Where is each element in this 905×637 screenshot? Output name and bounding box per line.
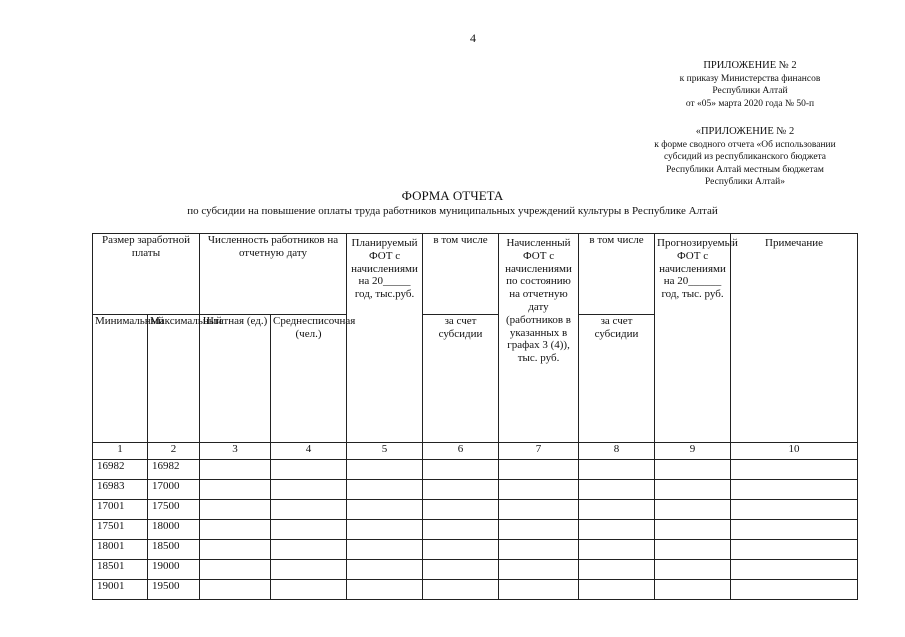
annex-order-line: Республики Алтай [712, 86, 788, 96]
empty-cell [499, 580, 579, 600]
empty-cell [731, 580, 858, 600]
table-row [93, 500, 858, 520]
header-including-1: в том числе [423, 234, 499, 315]
empty-cell [200, 560, 271, 580]
header-subsidy-2: за счет субсидии [579, 315, 655, 443]
column-number: 10 [731, 443, 858, 460]
column-number: 5 [347, 443, 423, 460]
empty-cell [655, 480, 731, 500]
empty-cell [423, 540, 499, 560]
header-planned-fot: Планируемый ФОТ с начислениями на 20_____ год, тыс.руб. [347, 234, 423, 443]
header-max: Максимальный [148, 315, 200, 443]
empty-cell [271, 580, 347, 600]
column-number: 7 [499, 443, 579, 460]
annex-form-line: Республики Алтай местным бюджетам [666, 164, 824, 175]
empty-cell [271, 500, 347, 520]
empty-cell [655, 540, 731, 560]
empty-cell [423, 580, 499, 600]
column-number: 9 [655, 443, 731, 460]
empty-cell [499, 500, 579, 520]
table-row [93, 560, 858, 580]
empty-cell [347, 500, 423, 520]
header-staff: Штатная (ед.) [200, 315, 271, 443]
max-salary-cell: 17000 [148, 480, 200, 500]
empty-cell [200, 540, 271, 560]
column-number: 3 [200, 443, 271, 460]
min-salary-cell: 18001 [93, 540, 148, 560]
column-number: 4 [271, 443, 347, 460]
empty-cell [579, 540, 655, 560]
empty-cell [731, 480, 858, 500]
report-table [92, 233, 858, 600]
table-row [93, 480, 858, 500]
header-subsidy-1: за счет субсидии [423, 315, 499, 443]
min-salary-cell: 16983 [93, 480, 148, 500]
empty-cell [499, 540, 579, 560]
empty-cell [579, 500, 655, 520]
empty-cell [655, 560, 731, 580]
empty-cell [271, 520, 347, 540]
empty-cell [347, 460, 423, 480]
empty-cell [731, 540, 858, 560]
empty-cell [499, 480, 579, 500]
empty-cell [579, 560, 655, 580]
min-salary-cell: 16982 [93, 460, 148, 480]
empty-cell [200, 480, 271, 500]
min-salary-cell: 17001 [93, 500, 148, 520]
header-including-2: в том числе [579, 234, 655, 315]
header-accrued-fot: Начисленный ФОТ с начислениями по состоянию на отчетную дату (работников в указанных в графах 3 (4)), тыс. руб. [499, 234, 579, 443]
empty-cell [499, 460, 579, 480]
empty-cell [200, 520, 271, 540]
empty-cell [347, 540, 423, 560]
column-number: 8 [579, 443, 655, 460]
form-title: ФОРМА ОТЧЕТА [401, 188, 504, 203]
max-salary-cell: 19000 [148, 560, 200, 580]
annex-order-date: от «05» марта 2020 года № 50-п [685, 98, 815, 109]
empty-cell [655, 520, 731, 540]
empty-cell [579, 480, 655, 500]
empty-cell [731, 520, 858, 540]
column-number: 1 [93, 443, 148, 460]
empty-cell [499, 520, 579, 540]
page-number: 4 [470, 31, 476, 45]
empty-cell [655, 580, 731, 600]
empty-cell [423, 500, 499, 520]
empty-cell [271, 480, 347, 500]
empty-cell [423, 560, 499, 580]
empty-cell [271, 560, 347, 580]
empty-cell [347, 520, 423, 540]
header-headcount: Численность работников на отчетную дату [200, 234, 347, 315]
max-salary-cell: 16982 [148, 460, 200, 480]
min-salary-cell: 17501 [93, 520, 148, 540]
column-number: 2 [148, 443, 200, 460]
empty-cell [200, 460, 271, 480]
annex-form-block [640, 126, 850, 189]
empty-cell [347, 580, 423, 600]
min-salary-cell: 19001 [93, 580, 148, 600]
empty-cell [423, 520, 499, 540]
empty-cell [200, 500, 271, 520]
empty-cell [579, 580, 655, 600]
empty-cell [423, 460, 499, 480]
empty-cell [731, 460, 858, 480]
max-salary-cell: 17500 [148, 500, 200, 520]
empty-cell [731, 560, 858, 580]
header-salary-size: Размер заработной платы [93, 234, 200, 315]
empty-cell [655, 460, 731, 480]
table-row [93, 540, 858, 560]
empty-cell [731, 500, 858, 520]
empty-cell [655, 500, 731, 520]
empty-cell [200, 580, 271, 600]
table-row [93, 580, 858, 600]
annex-form-title: «ПРИЛОЖЕНИЕ № 2 [695, 126, 795, 137]
max-salary-cell: 19500 [148, 580, 200, 600]
annex-order-title: ПРИЛОЖЕНИЕ № 2 [703, 60, 797, 71]
empty-cell [271, 460, 347, 480]
annex-order-line: к приказу Министерства финансов [679, 73, 821, 84]
max-salary-cell: 18000 [148, 520, 200, 540]
empty-cell [423, 480, 499, 500]
annex-form-line: Республики Алтай» [705, 177, 785, 187]
header-average: Среднесписочная (чел.) [271, 315, 347, 443]
table-row [93, 520, 858, 540]
annex-form-line: субсидий из республиканского бюджета [663, 152, 827, 162]
empty-cell [347, 560, 423, 580]
empty-cell [499, 560, 579, 580]
table-row [93, 460, 858, 480]
annex-order-block [650, 60, 850, 110]
min-salary-cell: 18501 [93, 560, 148, 580]
form-subtitle: по субсидии на повышение оплаты труда работников муниципальных учреждений культуры в Республике Алтай [187, 205, 718, 217]
header-note: Примечание [731, 234, 858, 443]
header-forecast-fot: Прогнозируемый ФОТ с начислениями на 20______ год, тыс. руб. [655, 234, 731, 443]
annex-form-line: к форме сводного отчета «Об использовании [654, 139, 836, 150]
max-salary-cell: 18500 [148, 540, 200, 560]
column-number-row [93, 443, 858, 460]
empty-cell [347, 480, 423, 500]
column-number: 6 [423, 443, 499, 460]
empty-cell [271, 540, 347, 560]
header-min: Минимальный [93, 315, 148, 443]
empty-cell [579, 520, 655, 540]
empty-cell [579, 460, 655, 480]
